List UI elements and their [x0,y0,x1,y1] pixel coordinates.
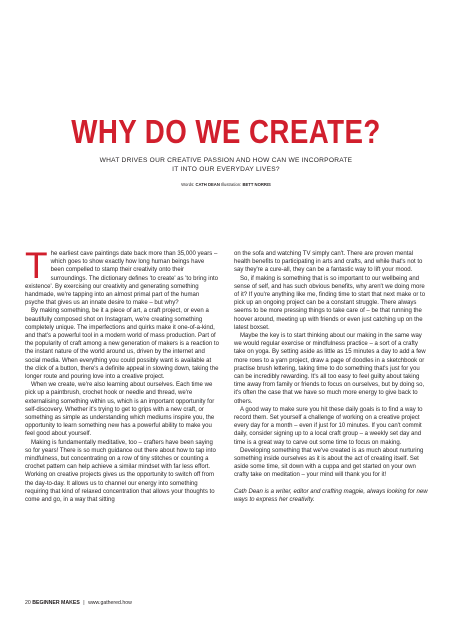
body-paragraph: By making something, be it a piece of art, a craft project, or even a beautifully composed shot on Instagram, we're creating something completely unique. The imperfections and quirks make it one-of-a-kind, and that's a powerful tool in a modern world of mass production. Part of the popularity of craft among a new generation of makers is a reaction to the instant nature of the world around us, driven by the internet and social media. When everything you could possibly want is available at the click of a button, there's a definite appeal in slowing down, taking the longer route and pouring love into a creative project. [25,308,219,381]
body-paragraph: When we create, we're also learning about ourselves. Each time we pick up a paintbrush, crochet hook or needle and thread, we're externalising something within us, which is an important opportunity for self-discovery. Whether it's trying to get to grips with a new craft, or something as simple as understanding which mediums inspire you, the opportunity to learn something new has a powerful ability to make you feel good about yourself. [25,382,215,438]
article-title: WHY DO WE CREATE? [71,113,381,150]
body-paragraph: A good way to make sure you hit these daily goals is to find a way to record them. Set yourself a challenge of working on a creative project every day for a month – even if just for 10 minutes. If you can't commit daily, consider signing up to a local craft group – a weekly set day and time is a great way to carve out some time to focus on making. [234,406,423,446]
body-paragraph: on the sofa and watching TV simply can't. There are proven mental health benefits to participating in arts and crafts, and while that's not to say they're a cure-all, they can be a fantastic way to lift your mood. [234,251,423,274]
illustrator-name: BETT NORRIS [242,182,271,187]
body-paragraph: The earliest cave paintings date back more than 35,000 years – which goes to show exactly how long human beings have been compelled to stamp their creativity onto their surroundings. The dictionary defines 'to create' as 'to bring into existence'. By exercising our creativity and generating something handmade, we're tapping into an almost primal part of the human psyche that gives us an innate desire to make – but why? [25,245,218,307]
author-name: CATH DEAN [195,182,220,187]
article-subtitle: WHAT DRIVES OUR CREATIVE PASSION AND HOW CAN WE INCORPORATE IT INTO OUR EVERYDAY LIVES? [99,157,353,173]
page-number: 20 [25,600,31,606]
illustration-label: Illustration: [221,182,242,187]
footer-separator: | [83,600,85,606]
article-credits [0,182,452,188]
website-link[interactable]: www.gathered.how [88,600,132,606]
drop-cap: T [25,245,48,286]
magazine-name: BEGINNER MAKES [32,600,80,606]
author-bio: Cath Dean is a writer, editor and crafting magpie, always looking for new ways to express her creativity. [234,488,428,503]
body-paragraph: Developing something that we've created is as much about nurturing something inside ourselves as it is about the act of creating itself. Set aside some time, sit down with a cuppa and get started on your own crafty take on meditation – your mind will thank you for it! [234,447,424,479]
body-paragraph: So, if making is something that is so important to our wellbeing and sense of self, and has such obvious benefits, why aren't we doing more of it? If you're anything like me, finding time to start that next make or to pick up an ongoing project can be a constant struggle. There always seems to be more pressing things to take care of – be that running the hoover around, meeting up with friends or even just catching up on the latest boxset. [234,275,426,331]
words-label: Words: [181,182,195,187]
body-paragraph: Maybe the key is to start thinking about our making in the same way we would regular exercise or mindfulness practice – a sort of a crafty take on yoga. By setting aside as little as 15 minutes a day to add a few more rows to a yarn project, draw a page of doodles in a sketchbook or practise brush lettering, taking time to do something that's just for you can be incredibly rewarding. It's all too easy to feel guilty about taking time away from family or friends to focus on ourselves, but by doing so, it's often the case that we have so much more energy to give back to others. [234,333,426,405]
right-column [234,250,428,504]
page-footer [25,600,132,607]
left-column [25,245,219,504]
body-paragraph: Making is fundamentally meditative, too – crafters have been saying so for years! There is so much guidance out there about how to tap into mindfulness, but concentrating on a row of tiny stitches or counting a crochet pattern can help achieve a similar mindset with far less effort. Working on creative projects gives us the opportunity to switch off from the day-to-day. It allows us to channel our energy into something requiring that kind of relaxed concentration that allows your thoughts to come and go, in a way that sitting [25,439,216,504]
